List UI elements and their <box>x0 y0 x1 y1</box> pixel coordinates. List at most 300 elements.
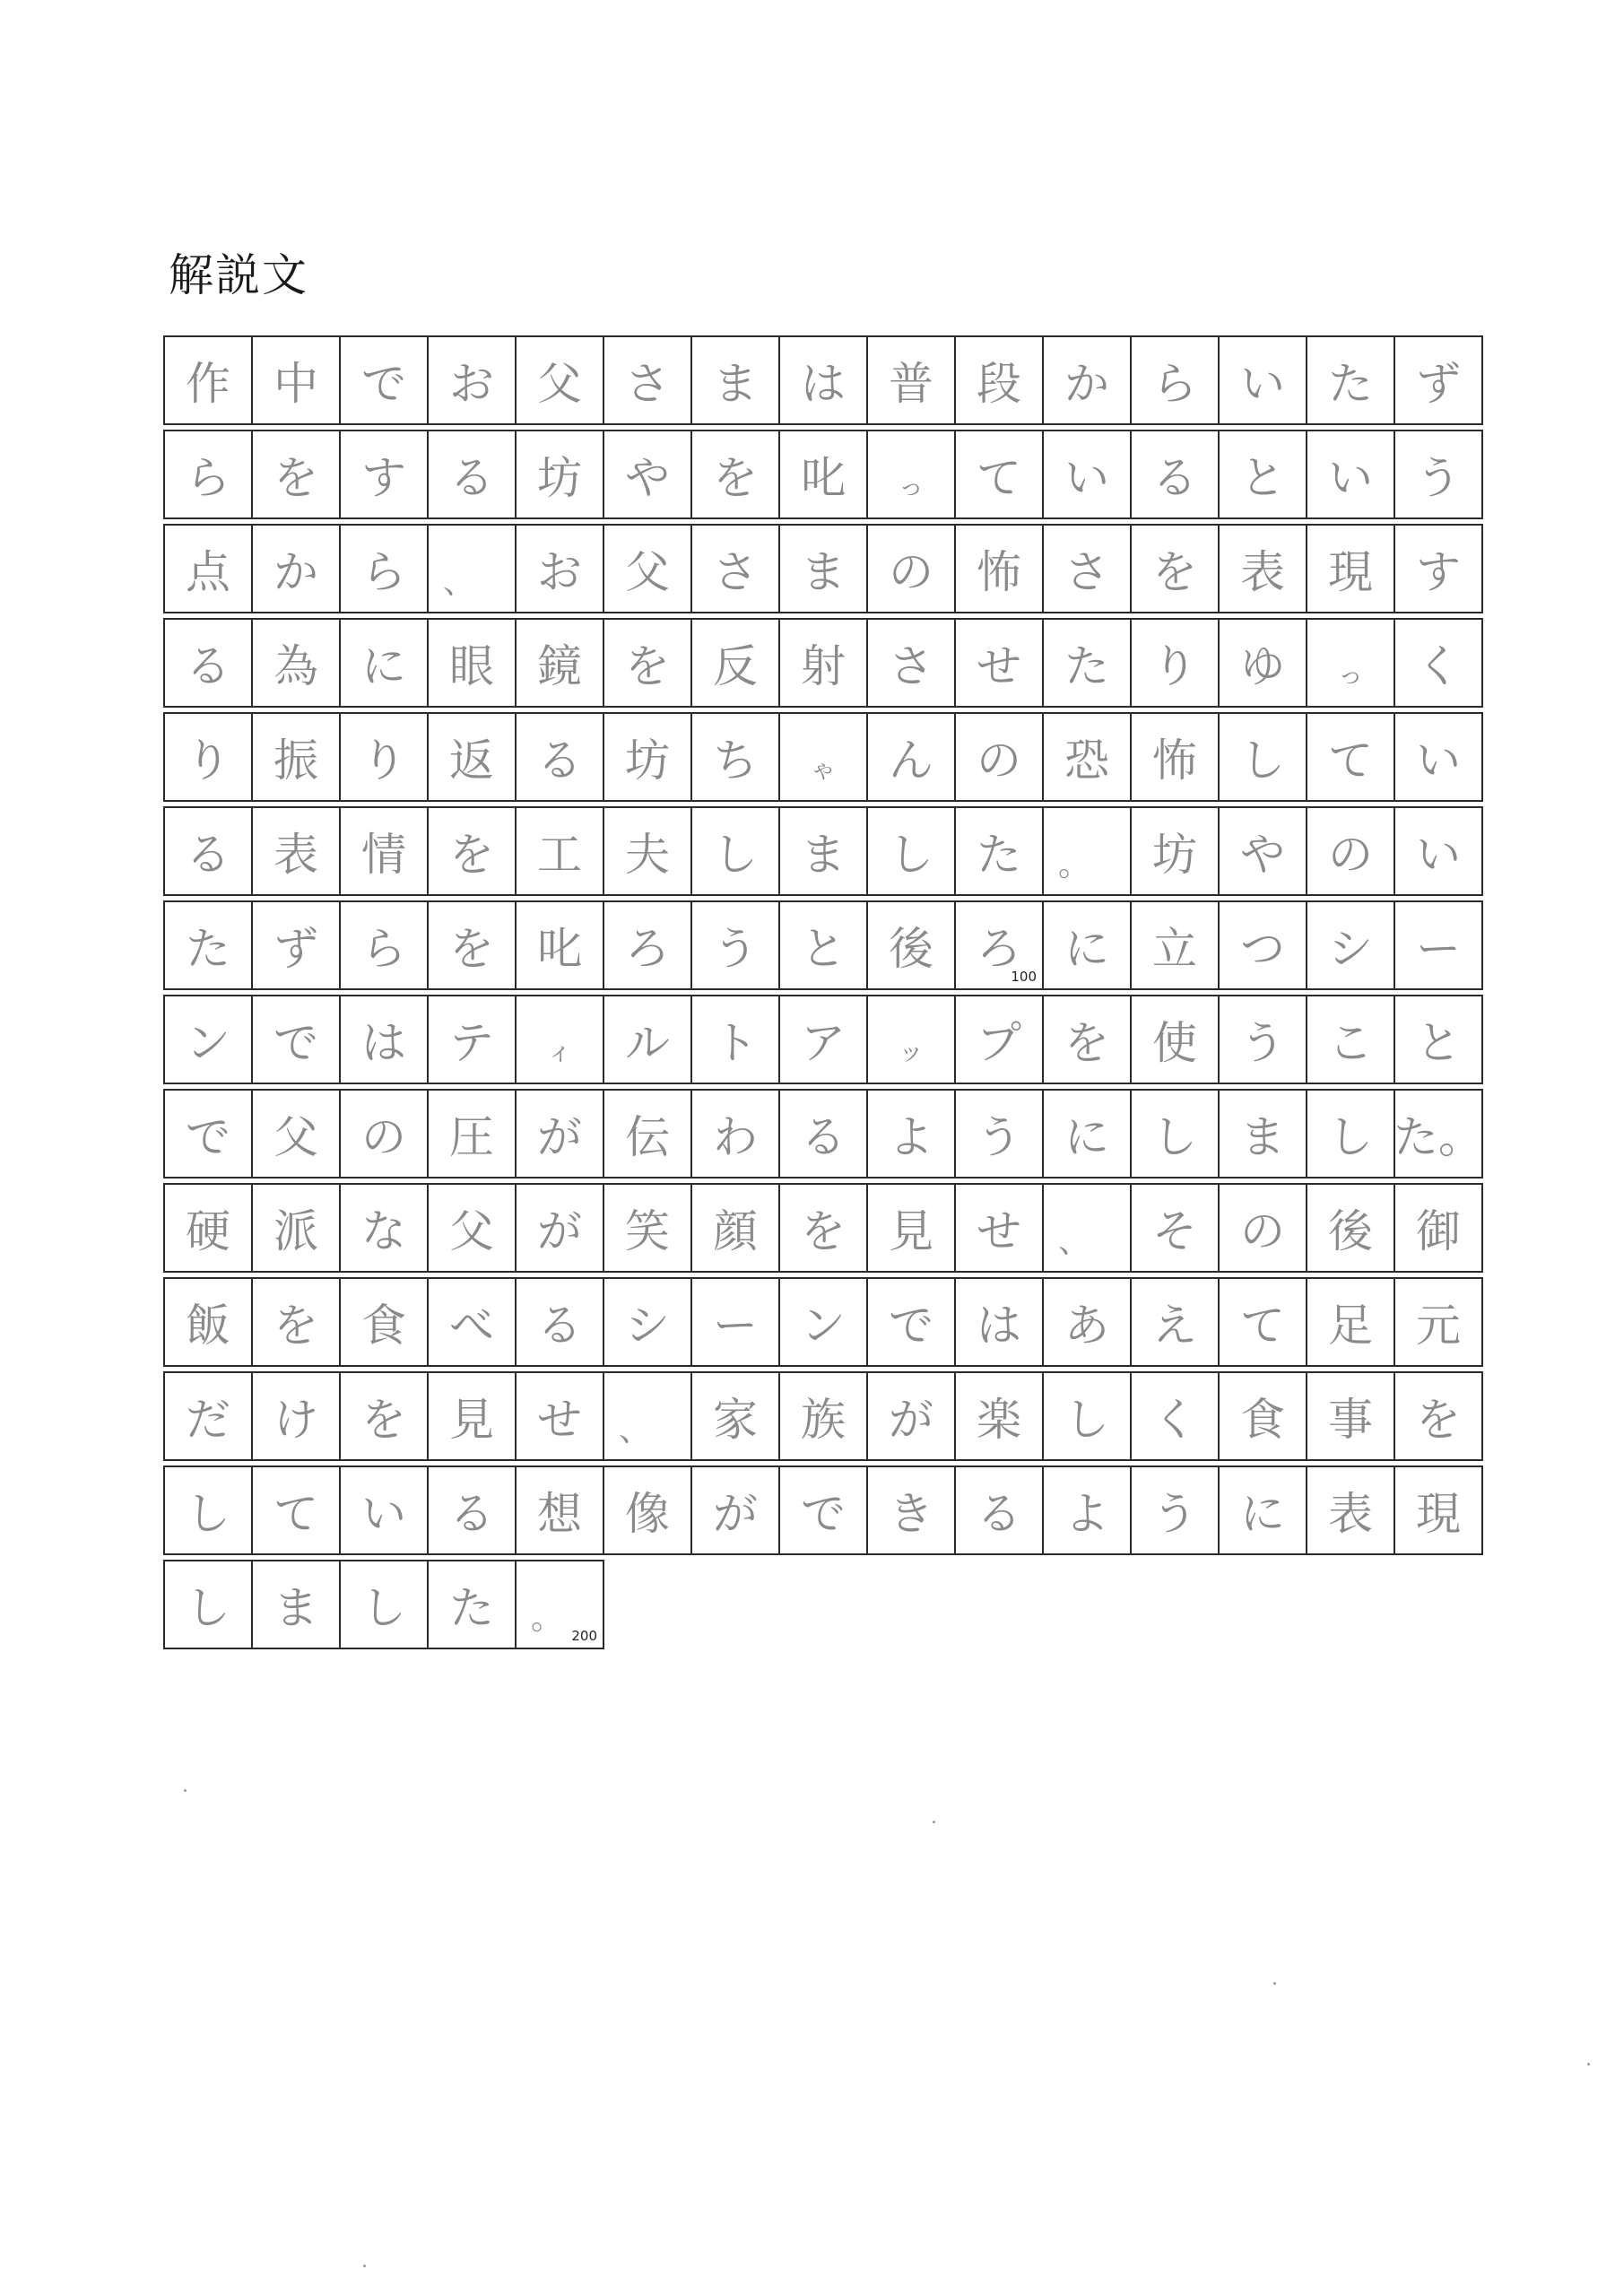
handwritten-character: け <box>274 1394 318 1446</box>
grid-row <box>163 430 1481 517</box>
handwritten-character: に <box>1240 1488 1285 1540</box>
handwritten-character: 段 <box>977 358 1021 410</box>
handwritten-character: を <box>801 1205 846 1257</box>
grid-cell <box>690 1371 780 1461</box>
handwritten-character: 現 <box>1328 546 1373 598</box>
grid-cell <box>427 430 517 519</box>
grid-cell <box>1130 618 1220 708</box>
grid-cell <box>163 806 253 896</box>
handwritten-character: ト <box>713 1017 758 1069</box>
handwritten-character: で <box>274 1017 318 1069</box>
grid-cell <box>427 524 517 613</box>
handwritten-character: 圧 <box>449 1111 494 1163</box>
grid-cell <box>163 712 253 802</box>
handwritten-character: ン <box>186 1017 230 1069</box>
grid-cell <box>515 1560 604 1649</box>
grid-cell <box>690 618 780 708</box>
grid-cell <box>1306 806 1395 896</box>
grid-cell <box>1042 806 1132 896</box>
handwritten-character: お <box>537 546 582 598</box>
grid-cell <box>954 900 1044 990</box>
handwritten-character: 夫 <box>625 829 670 881</box>
handwritten-character: 家 <box>713 1394 758 1446</box>
grid-row <box>163 1183 1481 1271</box>
handwritten-character: 叱 <box>801 452 846 504</box>
grid-cell <box>1042 1089 1132 1178</box>
handwritten-character: 飯 <box>186 1300 230 1352</box>
grid-cell <box>515 430 604 519</box>
handwritten-character: ん <box>889 735 933 787</box>
grid-cell <box>427 712 517 802</box>
handwritten-character: は <box>361 1017 406 1069</box>
handwritten-character: ゃ <box>810 754 836 784</box>
grid-cell <box>1130 1089 1220 1178</box>
handwritten-character: は <box>977 1300 1021 1352</box>
grid-cell <box>603 1089 692 1178</box>
handwritten-character: べ <box>449 1300 494 1352</box>
grid-cell <box>690 712 780 802</box>
handwritten-character: ら <box>1152 358 1197 410</box>
handwritten-character: ゆ <box>1240 640 1285 692</box>
grid-cell <box>1394 1277 1483 1367</box>
grid-cell <box>954 335 1044 425</box>
grid-cell <box>954 618 1044 708</box>
handwritten-character: を <box>1416 1394 1461 1446</box>
grid-cell <box>515 1089 604 1178</box>
grid-cell <box>163 1560 253 1649</box>
handwritten-character: く <box>1152 1394 1197 1446</box>
handwritten-character: 事 <box>1328 1394 1373 1446</box>
grid-cell <box>1394 1089 1483 1178</box>
handwritten-character: せ <box>977 640 1021 692</box>
grid-cell <box>515 995 604 1084</box>
handwritten-character: 射 <box>801 640 846 692</box>
handwritten-character: 返 <box>449 735 494 787</box>
grid-cell <box>954 1089 1044 1178</box>
grid-cell <box>603 712 692 802</box>
grid-cell <box>1042 618 1132 708</box>
handwritten-character: い <box>1416 829 1461 881</box>
grid-cell <box>339 1183 429 1273</box>
handwritten-character: を <box>1064 1017 1109 1069</box>
grid-cell <box>1130 1371 1220 1461</box>
grid-cell <box>1042 1465 1132 1555</box>
handwritten-character: う <box>977 1111 1021 1163</box>
grid-cell <box>515 1371 604 1461</box>
grid-cell <box>339 1371 429 1461</box>
grid-cell <box>1394 712 1483 802</box>
handwritten-character: ら <box>361 923 406 975</box>
grid-cell <box>866 1277 956 1367</box>
handwritten-character: り <box>186 735 230 787</box>
scan-speck <box>933 1821 935 1823</box>
grid-cell <box>954 1371 1044 1461</box>
handwritten-character: 見 <box>889 1205 933 1257</box>
handwritten-character: っ <box>898 472 924 501</box>
grid-cell <box>427 1089 517 1178</box>
handwritten-character: な <box>361 1205 406 1257</box>
handwritten-character: た <box>1064 640 1109 692</box>
grid-cell <box>339 430 429 519</box>
handwritten-character: し <box>361 1582 406 1634</box>
handwritten-character: る <box>186 829 230 881</box>
grid-cell <box>866 806 956 896</box>
handwritten-character: て <box>977 452 1021 504</box>
handwritten-character: し <box>1064 1394 1109 1446</box>
grid-cell <box>954 995 1044 1084</box>
handwritten-character: 使 <box>1152 1017 1197 1069</box>
grid-cell <box>251 430 341 519</box>
handwritten-character: り <box>1152 640 1197 692</box>
grid-cell <box>427 1560 517 1649</box>
handwritten-character: 笑 <box>625 1205 670 1257</box>
grid-cell <box>1394 1371 1483 1461</box>
grid-cell <box>690 335 780 425</box>
handwritten-character: ィ <box>546 1037 572 1066</box>
handwritten-character: 叱 <box>537 923 582 975</box>
grid-cell <box>866 995 956 1084</box>
grid-cell <box>1306 430 1395 519</box>
grid-row <box>163 806 1481 894</box>
grid-cell <box>1042 995 1132 1084</box>
scan-speck <box>184 1789 187 1792</box>
grid-cell <box>1394 1465 1483 1555</box>
grid-cell <box>603 806 692 896</box>
handwritten-character: を <box>449 923 494 975</box>
grid-cell <box>778 430 868 519</box>
grid-cell <box>515 806 604 896</box>
handwritten-character: ま <box>801 829 846 881</box>
handwritten-character: て <box>1328 735 1373 787</box>
grid-row <box>163 618 1481 706</box>
grid-cell <box>163 1183 253 1273</box>
grid-cell <box>866 335 956 425</box>
handwritten-character: シ <box>625 1300 670 1352</box>
grid-cell <box>1218 1371 1307 1461</box>
grid-row <box>163 1465 1481 1553</box>
handwritten-character: た <box>977 829 1021 881</box>
handwritten-character: る <box>537 1300 582 1352</box>
handwritten-character: し <box>889 829 933 881</box>
handwritten-character: で <box>186 1111 230 1163</box>
handwritten-character: よ <box>1064 1488 1109 1540</box>
grid-cell <box>954 524 1044 613</box>
grid-cell <box>427 1183 517 1273</box>
grid-cell <box>339 995 429 1084</box>
handwritten-character: た <box>1328 358 1373 410</box>
grid-row <box>163 1560 603 1648</box>
grid-cell <box>427 900 517 990</box>
handwritten-character: テ <box>449 1017 494 1069</box>
handwritten-character: 像 <box>625 1488 670 1540</box>
grid-cell <box>251 524 341 613</box>
grid-cell <box>1306 1371 1395 1461</box>
grid-cell <box>866 712 956 802</box>
grid-cell <box>1218 900 1307 990</box>
grid-cell <box>339 712 429 802</box>
scan-speck <box>1273 1982 1276 1985</box>
handwritten-character: と <box>1240 452 1285 504</box>
handwritten-character: 父 <box>537 358 582 410</box>
grid-cell <box>603 335 692 425</box>
handwritten-character: る <box>449 1488 494 1540</box>
grid-cell <box>251 712 341 802</box>
grid-cell <box>515 1465 604 1555</box>
grid-cell <box>866 1465 956 1555</box>
handwritten-character: や <box>625 452 670 504</box>
grid-cell <box>339 1560 429 1649</box>
grid-cell <box>1042 900 1132 990</box>
handwritten-character: そ <box>1152 1205 1197 1257</box>
handwritten-character: お <box>449 358 494 410</box>
grid-cell <box>778 712 868 802</box>
handwritten-character: を <box>274 1300 318 1352</box>
grid-row <box>163 1371 1481 1459</box>
handwritten-character: っ <box>1337 660 1363 690</box>
handwritten-character: い <box>1328 452 1373 504</box>
grid-cell <box>778 1465 868 1555</box>
scan-speck <box>363 2265 366 2267</box>
handwritten-character: 派 <box>274 1205 318 1257</box>
grid-cell <box>690 900 780 990</box>
handwritten-character: た <box>186 923 230 975</box>
grid-cell <box>339 1089 429 1178</box>
handwritten-character: た <box>449 1582 494 1634</box>
grid-cell <box>1130 335 1220 425</box>
grid-cell <box>1394 618 1483 708</box>
grid-cell <box>1394 900 1483 990</box>
grid-cell <box>339 1277 429 1367</box>
handwritten-character: ま <box>801 546 846 598</box>
handwritten-character: ル <box>625 1017 670 1069</box>
handwritten-character: 想 <box>537 1488 582 1540</box>
grid-cell <box>690 430 780 519</box>
grid-cell <box>251 1465 341 1555</box>
grid-cell <box>339 806 429 896</box>
handwritten-character: に <box>361 640 406 692</box>
handwritten-character: ず <box>1416 358 1461 410</box>
grid-cell <box>515 335 604 425</box>
handwritten-character: を <box>449 829 494 881</box>
handwritten-character: る <box>449 452 494 504</box>
grid-cell <box>163 430 253 519</box>
handwritten-character: た。 <box>1394 1111 1483 1163</box>
handwritten-character: が <box>537 1205 582 1257</box>
handwritten-character: 後 <box>1328 1205 1373 1257</box>
handwritten-character: 表 <box>1328 1488 1373 1540</box>
handwritten-character: い <box>361 1488 406 1540</box>
handwritten-character: る <box>801 1111 846 1163</box>
handwritten-character: る <box>537 735 582 787</box>
grid-cell <box>778 524 868 613</box>
grid-cell <box>954 712 1044 802</box>
grid-cell <box>251 1089 341 1178</box>
grid-cell <box>1130 1277 1220 1367</box>
handwritten-character: し <box>713 829 758 881</box>
grid-cell <box>1218 524 1307 613</box>
grid-row <box>163 335 1481 423</box>
grid-cell <box>1306 335 1395 425</box>
grid-cell <box>1218 712 1307 802</box>
grid-row <box>163 900 1481 988</box>
grid-cell <box>1394 524 1483 613</box>
handwritten-character: 恐 <box>1064 735 1109 787</box>
grid-cell <box>251 995 341 1084</box>
grid-cell <box>1130 430 1220 519</box>
handwritten-character: ま <box>274 1582 318 1634</box>
grid-cell <box>603 900 692 990</box>
grid-cell <box>163 618 253 708</box>
handwritten-character: 伝 <box>625 1111 670 1163</box>
grid-cell <box>251 1560 341 1649</box>
handwritten-character: て <box>274 1488 318 1540</box>
character-count-marker: 100 <box>1011 969 1037 985</box>
grid-cell <box>339 335 429 425</box>
grid-cell <box>778 1183 868 1273</box>
handwritten-character: う <box>1416 452 1461 504</box>
handwritten-character: の <box>977 735 1021 787</box>
handwritten-character: 反 <box>713 640 758 692</box>
handwritten-character: し <box>186 1488 230 1540</box>
grid-cell <box>690 995 780 1084</box>
grid-cell <box>1306 1465 1395 1555</box>
grid-cell <box>1394 995 1483 1084</box>
grid-cell <box>690 1277 780 1367</box>
grid-cell <box>1306 900 1395 990</box>
handwritten-character: き <box>889 1488 933 1540</box>
grid-cell <box>690 1465 780 1555</box>
grid-cell <box>1394 430 1483 519</box>
handwritten-character: 、 <box>443 564 476 601</box>
grid-cell <box>778 1277 868 1367</box>
grid-row <box>163 1277 1481 1365</box>
grid-cell <box>954 1465 1044 1555</box>
grid-cell <box>866 430 956 519</box>
handwritten-character: し <box>1328 1111 1373 1163</box>
handwritten-character: う <box>1152 1488 1197 1540</box>
grid-cell <box>778 806 868 896</box>
handwritten-character: 足 <box>1328 1300 1373 1352</box>
grid-cell <box>1042 335 1132 425</box>
handwritten-character: せ <box>537 1394 582 1446</box>
grid-cell <box>690 806 780 896</box>
handwritten-character: る <box>186 640 230 692</box>
grid-cell <box>163 1465 253 1555</box>
handwritten-character: 顔 <box>713 1205 758 1257</box>
handwritten-character: や <box>1240 829 1285 881</box>
grid-cell <box>778 335 868 425</box>
handwritten-character: ず <box>274 923 318 975</box>
handwritten-character: と <box>801 923 846 975</box>
handwritten-character: す <box>361 452 406 504</box>
handwritten-character: わ <box>713 1111 758 1163</box>
handwritten-character: 表 <box>274 829 318 881</box>
grid-cell <box>778 995 868 1084</box>
grid-cell <box>690 1183 780 1273</box>
grid-cell <box>603 618 692 708</box>
handwritten-character: 工 <box>537 829 582 881</box>
handwritten-character: ろ <box>977 923 1021 975</box>
grid-cell <box>1306 1277 1395 1367</box>
grid-cell <box>603 1183 692 1273</box>
handwritten-character: 怖 <box>977 546 1021 598</box>
handwritten-character: 眼 <box>449 640 494 692</box>
handwritten-character: 見 <box>449 1394 494 1446</box>
handwritten-character: を <box>625 640 670 692</box>
handwritten-character: 坊 <box>1152 829 1197 881</box>
handwritten-character: 食 <box>1240 1394 1285 1446</box>
grid-cell <box>163 900 253 990</box>
handwritten-character: 鏡 <box>537 640 582 692</box>
handwritten-character: り <box>361 735 406 787</box>
handwritten-character: 後 <box>889 923 933 975</box>
grid-cell <box>339 900 429 990</box>
grid-cell <box>427 618 517 708</box>
handwritten-character: の <box>361 1111 406 1163</box>
handwritten-character: よ <box>889 1111 933 1163</box>
handwritten-character: 元 <box>1416 1300 1461 1352</box>
handwritten-character: 楽 <box>977 1394 1021 1446</box>
handwritten-character: の <box>1328 829 1373 881</box>
grid-cell <box>163 1371 253 1461</box>
grid-cell <box>1042 430 1132 519</box>
grid-cell <box>1042 1277 1132 1367</box>
grid-cell <box>1042 524 1132 613</box>
handwritten-character: プ <box>977 1017 1021 1069</box>
handwritten-character: さ <box>625 358 670 410</box>
grid-cell <box>866 1371 956 1461</box>
character-count-marker: 200 <box>571 1628 597 1644</box>
handwritten-character: 点 <box>186 546 230 598</box>
grid-cell <box>954 430 1044 519</box>
handwritten-character: の <box>1240 1205 1285 1257</box>
grid-cell <box>1218 1465 1307 1555</box>
handwritten-character: 現 <box>1416 1488 1461 1540</box>
grid-cell <box>954 1277 1044 1367</box>
handwritten-character: 父 <box>274 1111 318 1163</box>
page-title: 解説文 <box>169 249 308 301</box>
handwritten-character: を <box>361 1394 406 1446</box>
handwritten-character: 中 <box>274 358 318 410</box>
grid-cell <box>1306 1089 1395 1178</box>
grid-cell <box>163 335 253 425</box>
grid-cell <box>427 1371 517 1461</box>
handwritten-character: て <box>1240 1300 1285 1352</box>
grid-cell <box>866 1089 956 1178</box>
grid-cell <box>1306 995 1395 1084</box>
handwritten-character: の <box>889 546 933 598</box>
handwritten-character: は <box>801 358 846 410</box>
grid-cell <box>954 1183 1044 1273</box>
handwritten-character: に <box>1064 1111 1109 1163</box>
handwritten-character: 表 <box>1240 546 1285 598</box>
grid-cell <box>1306 524 1395 613</box>
handwritten-character: 坊 <box>625 735 670 787</box>
grid-cell <box>1394 806 1483 896</box>
handwritten-character: で <box>361 358 406 410</box>
grid-cell <box>866 618 956 708</box>
handwritten-character: せ <box>977 1205 1021 1257</box>
handwritten-character: ン <box>801 1300 846 1352</box>
handwritten-character: る <box>1152 452 1197 504</box>
grid-cell <box>954 806 1044 896</box>
grid-cell <box>1130 1183 1220 1273</box>
handwritten-character: あ <box>1064 1300 1109 1352</box>
handwritten-character: が <box>713 1488 758 1540</box>
grid-cell <box>251 806 341 896</box>
grid-cell <box>515 524 604 613</box>
grid-cell <box>339 1465 429 1555</box>
